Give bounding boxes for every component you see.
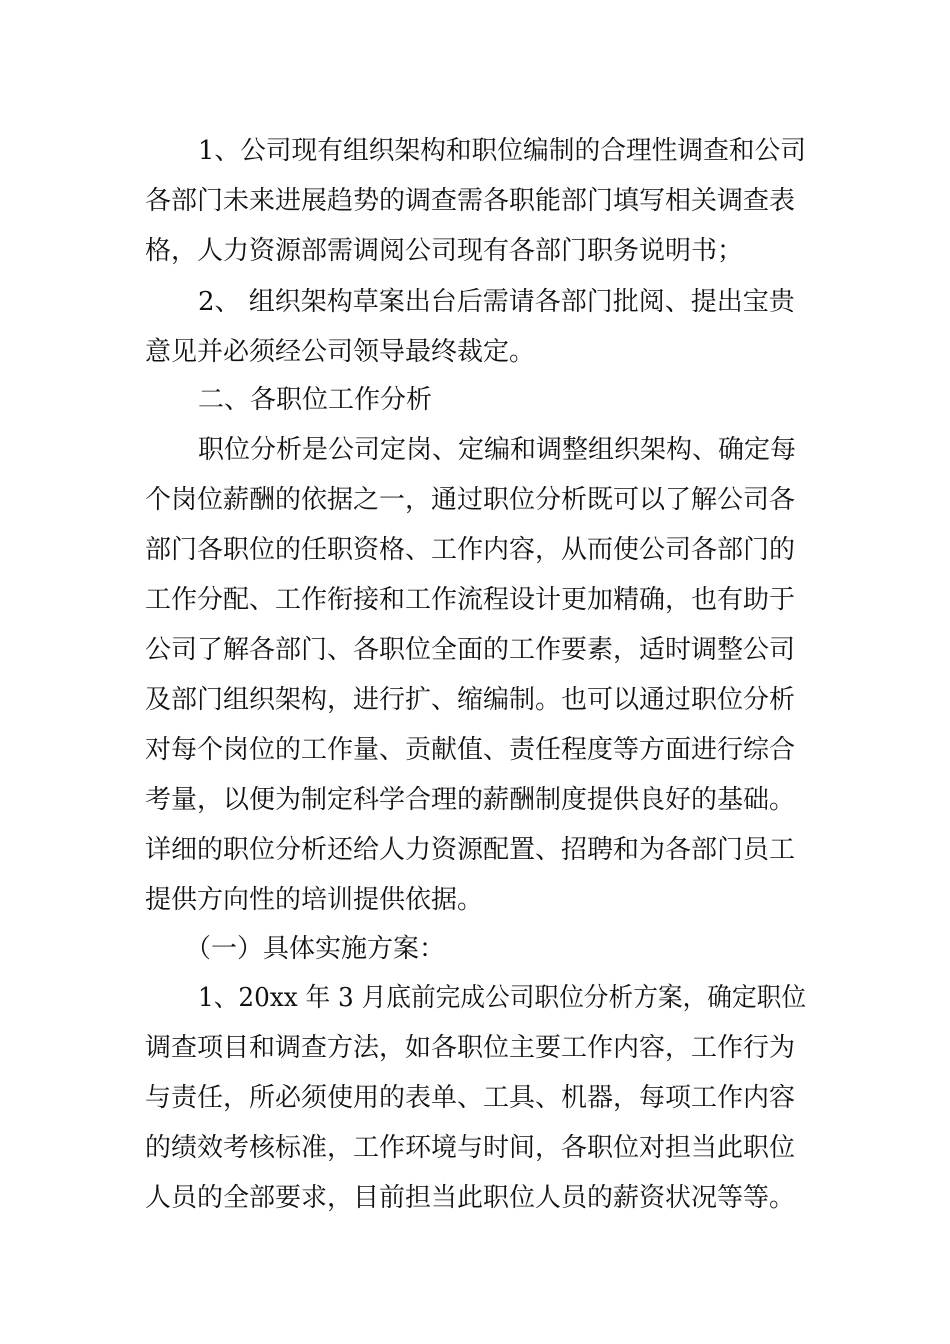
line-text: 调查项目和调查方法，如各职位主要工作内容，工作行为 <box>145 1033 796 1063</box>
line-text: 工作分配、工作衔接和工作流程设计更加精确，也有助于 <box>145 585 796 615</box>
line-text: 公司了解各部门、各职位全面的工作要素，适时调整公司 <box>145 635 796 665</box>
line-text: 2、 组织架构草案出台后需请各部门批阅、提出宝贵 <box>198 287 795 317</box>
text-line <box>0 730 950 770</box>
line-text: 1、公司现有组织架构和职位编制的合理性调查和公司 <box>198 136 806 166</box>
line-text: 格，人力资源部需调阅公司现有各部门职务说明书； <box>145 236 744 266</box>
text-line <box>0 580 950 620</box>
text-line <box>0 131 950 171</box>
line-text: 职位分析是公司定岗、定编和调整组织架构、确定每 <box>198 435 797 465</box>
text-line <box>0 1028 950 1068</box>
line-text: 对每个岗位的工作量、贡献值、责任程度等方面进行综合 <box>145 735 796 765</box>
text-line <box>0 880 950 920</box>
text-line <box>0 680 950 720</box>
line-text: 意见并必须经公司领导最终裁定。 <box>145 337 536 367</box>
section-heading <box>0 380 950 420</box>
text-line <box>0 332 950 372</box>
line-text: （一）具体实施方案： <box>185 934 446 964</box>
line-text: 人员的全部要求，目前担当此职位人员的薪资状况等等。 <box>145 1183 796 1213</box>
text-line <box>0 231 950 271</box>
line-text: 1、20xx 年 3 月底前完成公司职位分析方案，确定职位 <box>198 983 807 1013</box>
line-text: 各部门未来进展趋势的调查需各职能部门填写相关调查表 <box>145 186 796 216</box>
text-line <box>0 830 950 870</box>
line-text: 考量，以便为制定科学合理的薪酬制度提供良好的基础。 <box>145 785 796 815</box>
line-text: 二、各职位工作分析 <box>198 385 433 415</box>
text-line <box>0 1128 950 1168</box>
text-line <box>0 780 950 820</box>
text-line <box>0 1078 950 1118</box>
text-line <box>0 480 950 520</box>
line-text: 的绩效考核标准，工作环境与时间，各职位对担当此职位 <box>145 1133 796 1163</box>
line-text: 及部门组织架构，进行扩、缩编制。也可以通过职位分析 <box>145 685 796 715</box>
text-line <box>0 282 950 322</box>
line-text: 个岗位薪酬的依据之一，通过职位分析既可以了解公司各 <box>145 485 796 515</box>
text-line <box>0 181 950 221</box>
line-text: 详细的职位分析还给人力资源配置、招聘和为各部门员工 <box>145 835 796 865</box>
line-text: 与责任，所必须使用的表单、工具、机器，每项工作内容 <box>145 1083 796 1113</box>
text-line <box>0 430 950 470</box>
text-line <box>0 530 950 570</box>
subsection-heading <box>0 929 950 969</box>
text-line <box>0 1178 950 1218</box>
line-text: 提供方向性的培训提供依据。 <box>145 885 484 915</box>
text-line <box>0 630 950 670</box>
text-line <box>0 978 950 1018</box>
line-text: 部门各职位的任职资格、工作内容，从而使公司各部门的 <box>145 535 796 565</box>
